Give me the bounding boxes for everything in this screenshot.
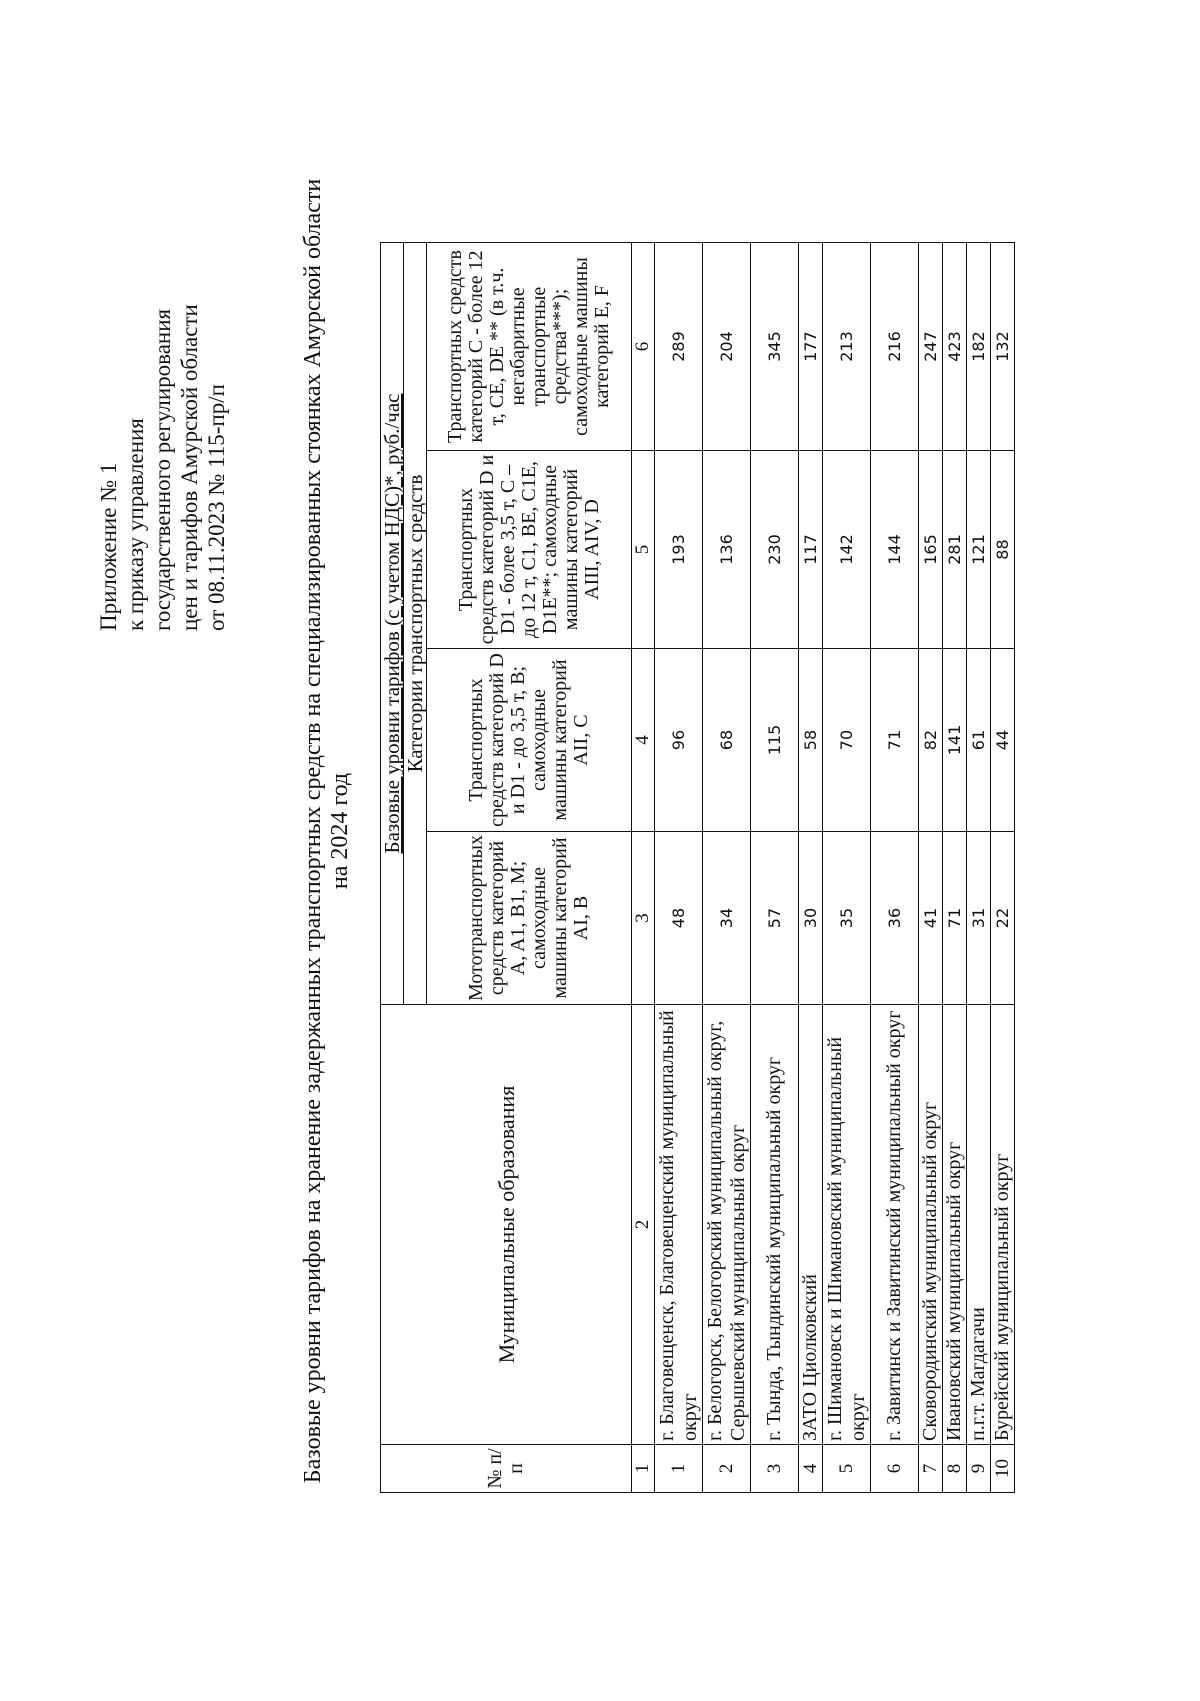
tariff-cat-5: 165: [919, 451, 943, 649]
tariff-cat-4: 82: [919, 649, 943, 832]
index-cell: 5: [632, 451, 655, 649]
tariff-cat-3: 35: [823, 832, 871, 1005]
header-row: [381, 243, 404, 1493]
row-number: 5: [823, 1445, 871, 1493]
municipality-name: г. Завитинск и Завитинский муниципальный округ: [871, 1005, 919, 1445]
table-row: [919, 243, 943, 1493]
appendix-line: к приказу управления: [123, 418, 148, 631]
tariff-cat-4: 44: [991, 649, 1015, 832]
index-cell: 6: [632, 243, 655, 451]
table-row: [655, 243, 703, 1493]
index-cell: 4: [632, 649, 655, 832]
tariff-cat-5: 144: [871, 451, 919, 649]
tariff-cat-5: 281: [943, 451, 967, 649]
tariff-cat-3: 31: [967, 832, 991, 1005]
table-row: [823, 243, 871, 1493]
row-number: 2: [703, 1445, 751, 1493]
row-number: 4: [799, 1445, 823, 1493]
appendix-line: Приложение № 1: [96, 462, 121, 631]
index-cell: 2: [632, 1005, 655, 1445]
municipality-name: п.г.т. Магдагачи: [967, 1005, 991, 1445]
tariff-cat-5: 117: [799, 451, 823, 649]
tariff-cat-5: 88: [991, 451, 1015, 649]
municipality-name: г. Белогорск, Белогорский муниципальный округ, Серышевский муниципальный округ: [703, 1005, 751, 1445]
row-number: 10: [991, 1445, 1015, 1493]
table-row: [751, 243, 799, 1493]
tariff-cat-6: 247: [919, 243, 943, 451]
appendix-header: [95, 211, 230, 631]
municipality-name: Бурейский муниципальный округ: [991, 1005, 1015, 1445]
tariff-cat-6: 216: [871, 243, 919, 451]
municipality-name: Сковородинский муниципальный округ: [919, 1005, 943, 1445]
tariff-cat-3: 41: [919, 832, 943, 1005]
tariff-cat-4: 115: [751, 649, 799, 832]
appendix-line: от 08.11.2023 № 115-пр/п: [204, 384, 229, 631]
tariff-cat-6: 423: [943, 243, 967, 451]
tariff-cat-3: 22: [991, 832, 1015, 1005]
title-line-1: Базовые уровни тарифов на хранение задержанных транспортных средств на специализированных стоянках Амурской области: [300, 178, 326, 1484]
tariff-cat-3: 34: [703, 832, 751, 1005]
municipality-name: ЗАТО Циолковский: [799, 1005, 823, 1445]
row-number: 3: [751, 1445, 799, 1493]
header-category-3: Мототранспортных средств категорий A, A1, B1, M; самоходные машины категорий AI, B: [427, 832, 632, 1005]
tariff-table: [380, 242, 1015, 1493]
header-tariff-group: Базовые уровни тарифов (с учетом НДС)*, руб./час: [381, 243, 404, 1005]
header-num: № п/п: [381, 1445, 632, 1493]
municipality-name: Ивановский муниципальный округ: [943, 1005, 967, 1445]
table-row: [943, 243, 967, 1493]
table-row: [703, 243, 751, 1493]
row-number: 7: [919, 1445, 943, 1493]
header-category-group: Категории транспортных средств: [404, 243, 427, 1005]
tariff-cat-4: 61: [967, 649, 991, 832]
tariff-cat-5: 136: [703, 451, 751, 649]
tariff-cat-4: 58: [799, 649, 823, 832]
document-title: [300, 111, 354, 1551]
appendix-line: цен и тарифов Амурской области: [177, 304, 202, 631]
tariff-cat-4: 68: [703, 649, 751, 832]
tariff-cat-3: 30: [799, 832, 823, 1005]
appendix-line: государственного регулирования: [150, 308, 175, 631]
tariff-cat-6: 177: [799, 243, 823, 451]
tariff-cat-6: 182: [967, 243, 991, 451]
title-line-2: на 2024 год: [327, 772, 353, 890]
row-number: 6: [871, 1445, 919, 1493]
table-row: [871, 243, 919, 1493]
tariff-cat-4: 96: [655, 649, 703, 832]
municipality-name: г. Благовещенск, Благовещенский муниципальный округ: [655, 1005, 703, 1445]
header-category-5: Транспортных средств категорий D и D1 - более 3,5 т, C – до 12 т, C1, BE, C1E, D1E**; самоходные машины категорий AIII, AIV, D: [427, 451, 632, 649]
header-category-4: Транспортных средств категорий D и D1 - до 3,5 т, B; самоходные машины категорий AII, C: [427, 649, 632, 832]
tariff-cat-6: 345: [751, 243, 799, 451]
table-row: [799, 243, 823, 1493]
tariff-cat-6: 213: [823, 243, 871, 451]
table-row: [967, 243, 991, 1493]
header-municipality: Муниципальные образования: [381, 1005, 632, 1445]
tariff-cat-4: 141: [943, 649, 967, 832]
row-number: 9: [967, 1445, 991, 1493]
row-number: 1: [655, 1445, 703, 1493]
municipality-name: г. Шимановск и Шимановский муниципальный округ: [823, 1005, 871, 1445]
index-row: [632, 243, 655, 1493]
row-number: 8: [943, 1445, 967, 1493]
tariff-cat-6: 289: [655, 243, 703, 451]
tariff-cat-5: 142: [823, 451, 871, 649]
tariff-cat-3: 36: [871, 832, 919, 1005]
tariff-cat-5: 193: [655, 451, 703, 649]
municipality-name: г. Тында, Тындинский муниципальный округ: [751, 1005, 799, 1445]
tariff-cat-5: 121: [967, 451, 991, 649]
tariff-cat-3: 71: [943, 832, 967, 1005]
tariff-cat-3: 57: [751, 832, 799, 1005]
index-cell: 1: [632, 1445, 655, 1493]
tariff-cat-6: 132: [991, 243, 1015, 451]
tariff-cat-4: 70: [823, 649, 871, 832]
index-cell: 3: [632, 832, 655, 1005]
tariff-cat-4: 71: [871, 649, 919, 832]
header-category-6: Транспортных средств категорий C - более 12 т, CE, DE ** (в т.ч. негабаритные транспортные средства***); самоходные машины категорий E, F: [427, 243, 632, 451]
tariff-cat-6: 204: [703, 243, 751, 451]
tariff-cat-5: 230: [751, 451, 799, 649]
tariff-cat-3: 48: [655, 832, 703, 1005]
table-row: [991, 243, 1015, 1493]
